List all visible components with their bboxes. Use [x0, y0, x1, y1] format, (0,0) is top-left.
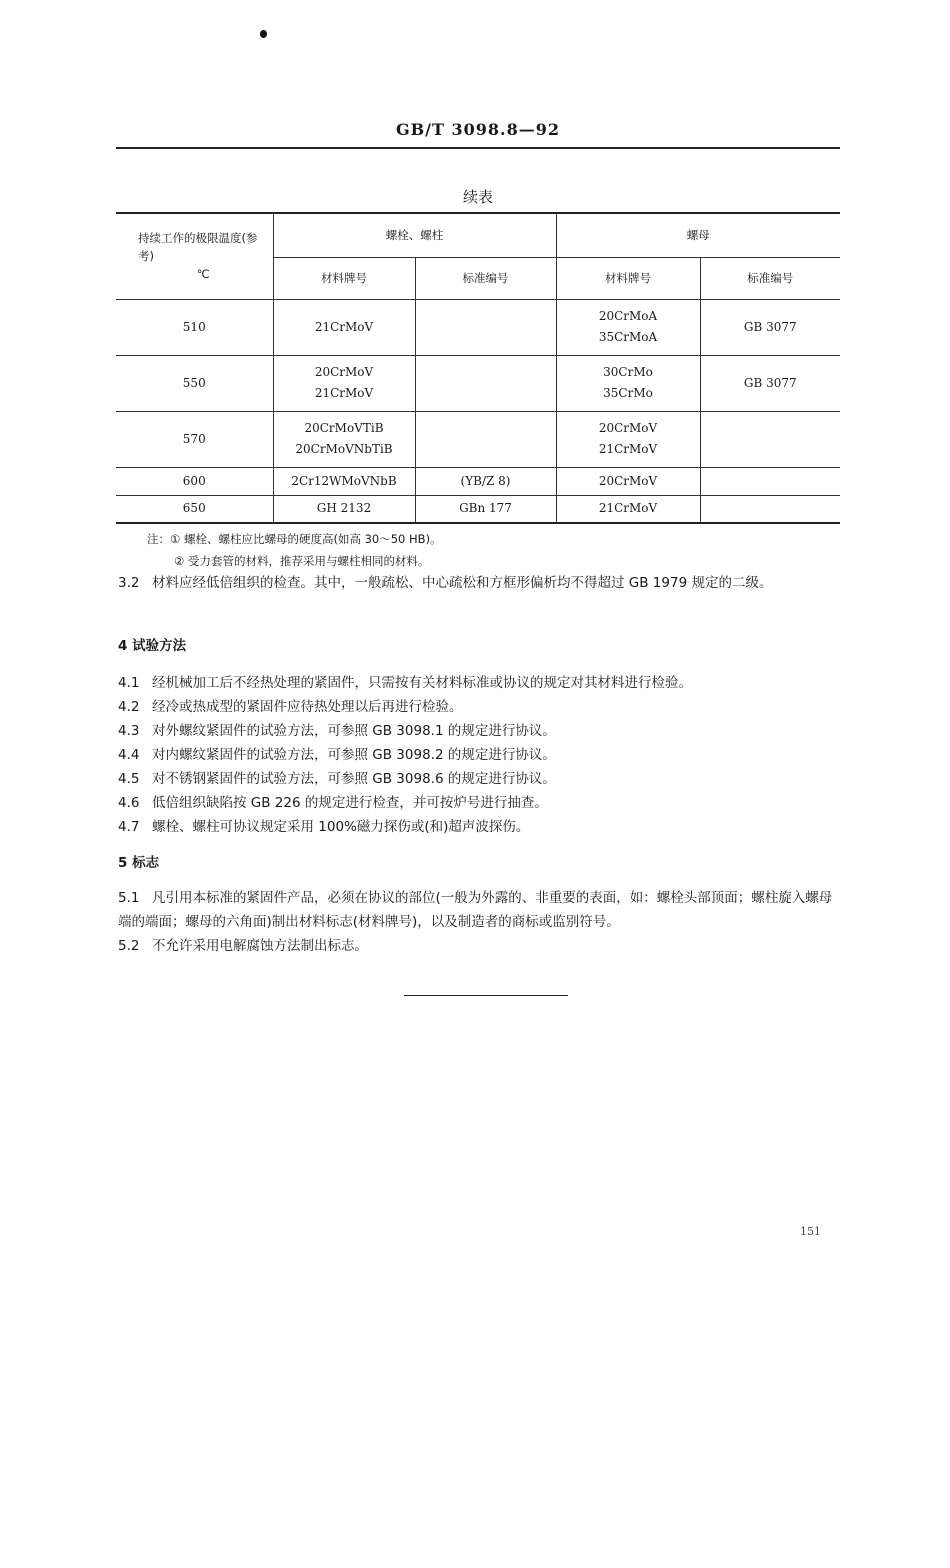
cell-bolt-material — [273, 411, 415, 467]
cell-nut-material — [556, 299, 700, 355]
materials-table — [116, 212, 840, 524]
cell-nut-standard — [700, 411, 840, 467]
table-row — [116, 355, 840, 411]
standard-code: GB/T 3098.8—92 — [395, 120, 560, 139]
clause-number: 3.2 — [118, 575, 140, 591]
clause-3-2 — [118, 571, 842, 595]
clause-number: 5.1 — [118, 890, 140, 906]
bolt-material-header: 材料牌号 — [273, 257, 415, 299]
cell-bolt-standard: GBn 177 — [415, 495, 556, 523]
clause-text: 对内螺纹紧固件的试验方法，可参照 GB 3098.2 的规定进行协议。 — [152, 747, 556, 763]
material-code: 21CrMoV — [598, 501, 658, 516]
group-bolt-header: 螺栓、螺柱 — [273, 213, 556, 257]
cell-bolt-material — [273, 299, 415, 355]
col-temp-unit: ℃ — [196, 267, 210, 282]
cell-nut-material — [556, 355, 700, 411]
clause-number: 4.2 — [118, 699, 140, 715]
cell-bolt-material — [273, 495, 415, 523]
cell-temp: 550 — [116, 355, 273, 411]
clause-number: 4.7 — [118, 819, 140, 835]
cell-temp: 570 — [116, 411, 273, 467]
clause-text: 螺栓、螺柱可协议规定采用 100%磁力探伤或(和)超声波探伤。 — [152, 819, 530, 835]
group-nut-header: 螺母 — [556, 213, 840, 257]
cell-temp: 510 — [116, 299, 273, 355]
material-code: 20CrMoV — [598, 473, 658, 488]
table-row — [116, 495, 840, 523]
cell-nut-material — [556, 495, 700, 523]
clause-number: 4.6 — [118, 795, 140, 811]
material-code: 30CrMo — [603, 365, 653, 379]
material-code: 20CrMoVTiB — [304, 421, 384, 435]
cell-bolt-standard — [415, 299, 556, 355]
table-row — [116, 467, 840, 495]
clause-text: 凡引用本标准的紧固件产品，必须在协议的部位(一般为外露的、非重要的表面，如：螺栓头部顶面；螺柱旋入螺母端的端面；螺母的六角面)制出材料标志(材料牌号)，以及制造者的商标或监别符号。 — [118, 890, 833, 930]
material-code: GH 2132 — [316, 501, 372, 516]
cell-bolt-material — [273, 355, 415, 411]
col-temp-header — [116, 213, 273, 299]
cell-bolt-material — [273, 467, 415, 495]
bolt-standard-header: 标准编号 — [415, 257, 556, 299]
material-code: 20CrMoVNbTiB — [295, 442, 393, 456]
section-heading: 4 试验方法 — [118, 638, 187, 654]
table-row — [116, 299, 840, 355]
section-5 — [118, 851, 842, 958]
note-1: 注：① 螺栓、螺柱应比螺母的硬度高(如高 30～50 HB)。 — [147, 532, 442, 546]
clause-number: 4.5 — [118, 771, 140, 787]
cell-nut-material — [556, 411, 700, 467]
material-code: 20CrMoV — [598, 421, 658, 435]
col-temp-label: 持续工作的极限温度(参考) — [138, 231, 258, 264]
clause-number: 4.4 — [118, 747, 140, 763]
clause-text: 经冷或热成型的紧固件应待热处理以后再进行检验。 — [152, 699, 463, 715]
clause-text: 经机械加工后不经热处理的紧固件，只需按有关材料标准或协议的规定对其材料进行检验。 — [152, 675, 692, 691]
clause-number: 4.1 — [118, 675, 140, 691]
cell-nut-standard — [700, 467, 840, 495]
header-rule — [116, 147, 840, 149]
clause-number: 5.2 — [118, 938, 140, 954]
material-code: 35CrMoA — [598, 330, 658, 344]
material-code: 20CrMoA — [598, 309, 658, 323]
clause-text: 对外螺纹紧固件的试验方法，可参照 GB 3098.1 的规定进行协议。 — [152, 723, 556, 739]
clause-text: 不允许采用电解腐蚀方法制出标志。 — [152, 938, 368, 954]
table-title: 续表 — [462, 188, 493, 206]
cell-bolt-standard — [415, 355, 556, 411]
material-code: 35CrMo — [603, 386, 653, 400]
material-code: 2Cr12WMoVNbB — [291, 473, 397, 488]
cell-nut-standard: GB 3077 — [700, 355, 840, 411]
cell-temp: 600 — [116, 467, 273, 495]
table-notes — [147, 528, 442, 572]
section-heading: 5 标志 — [118, 855, 160, 871]
material-code: 21CrMoV — [314, 386, 374, 400]
section-4 — [118, 634, 842, 839]
clause-text: 对不锈钢紧固件的试验方法，可参照 GB 3098.6 的规定进行协议。 — [152, 771, 556, 787]
end-rule — [404, 995, 568, 996]
table-row — [116, 411, 840, 467]
page-number: 151 — [800, 1225, 821, 1238]
material-code: 21CrMoV — [314, 319, 374, 334]
cell-nut-standard: GB 3077 — [700, 299, 840, 355]
material-code: 20CrMoV — [314, 365, 374, 379]
nut-standard-header: 标准编号 — [700, 257, 840, 299]
clause-text: 低倍组织缺陷按 GB 226 的规定进行检查，并可按炉号进行抽查。 — [152, 795, 548, 811]
scan-dot — [260, 30, 267, 38]
cell-nut-standard — [700, 495, 840, 523]
clause-text: 材料应经低倍组织的检查。其中，一般疏松、中心疏松和方框形偏析均不得超过 GB 1979 规定的二级。 — [152, 575, 773, 591]
clause-number: 4.3 — [118, 723, 140, 739]
cell-nut-material — [556, 467, 700, 495]
cell-temp: 650 — [116, 495, 273, 523]
material-code: 21CrMoV — [598, 442, 658, 456]
nut-material-header: 材料牌号 — [556, 257, 700, 299]
cell-bolt-standard: (YB/Z 8) — [415, 467, 556, 495]
note-2: ② 受力套管的材料，推荐采用与螺柱相同的材料。 — [174, 554, 430, 568]
cell-bolt-standard — [415, 411, 556, 467]
